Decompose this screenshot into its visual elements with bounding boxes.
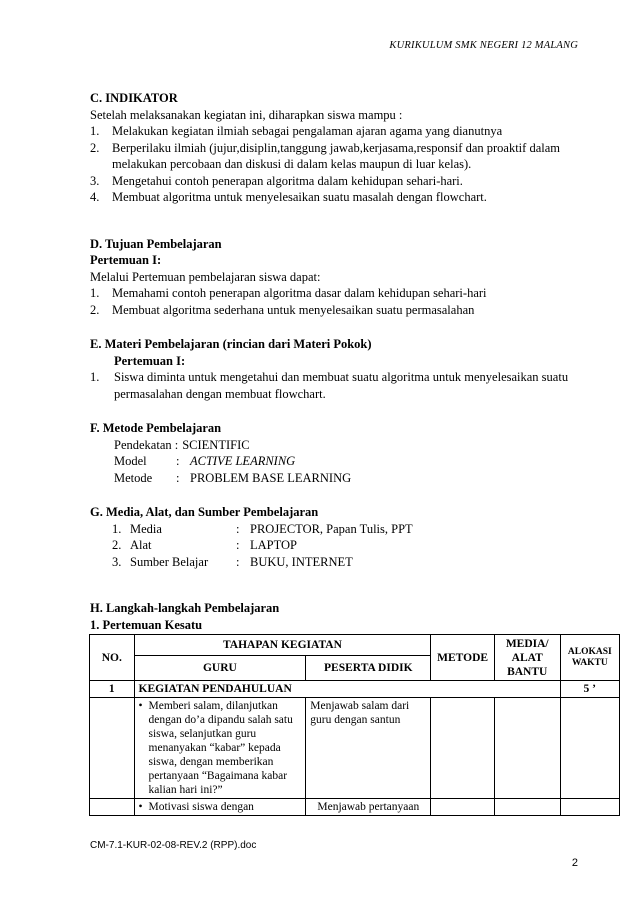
metode-key: Metode	[114, 470, 153, 485]
peserta-cell: Menjawab salam dari guru dengan santun	[306, 698, 431, 799]
steps-table	[89, 634, 620, 816]
section-title: H. Langkah-langkah Pembelajaran	[90, 601, 280, 615]
section-media	[90, 504, 590, 570]
media-colon: :	[236, 538, 240, 552]
section-intro: Melalui Pertemuan pembelajaran siswa dapat:	[90, 269, 321, 284]
list-item	[90, 285, 590, 302]
list-number: 3.	[90, 173, 100, 188]
list-text: Membuat algoritma untuk menyelesaikan suatu masalah dengan flowchart.	[112, 190, 487, 204]
list-text: Memahami contoh penerapan algoritma dasar dalam kehidupan sehari-hari	[112, 286, 487, 300]
header-peserta: PESERTA DIDIK	[306, 656, 431, 681]
metode-key: Model	[114, 454, 147, 468]
footer-document-code: CM-7.1-KUR-02-08-REV.2 (RPP).doc	[90, 840, 257, 851]
bullet-icon: •	[138, 700, 143, 712]
list-number: 1.	[90, 370, 100, 384]
header-metode: METODE	[431, 635, 495, 681]
page-number: 2	[571, 857, 578, 869]
header-guru: GURU	[134, 656, 306, 681]
list-text: Siswa diminta untuk mengetahui dan membuat suatu algoritma untuk menyelesaikan suatu permasalahan dengan membuat flowchart.	[114, 370, 569, 401]
list-item	[90, 302, 590, 319]
bullet-icon: •	[138, 801, 143, 813]
list-item	[90, 189, 590, 206]
metode-value: SCIENTIFIC	[182, 437, 250, 452]
guru-text: Memberi salam, dilanjutkan dengan do’a dipandu salah satu siswa, selanjutkan guru menanyakan “kabar” kepada siswa, dengan memberikan pertanyaan “Bagaimana kabar kalian hari ini?”	[148, 700, 293, 796]
guru-text: Motivasi siswa dengan	[148, 801, 254, 813]
list-item	[90, 123, 590, 140]
metode-value: ACTIVE LEARNING	[190, 454, 296, 468]
media-value: PROJECTOR, Papan Tulis, PPT	[250, 521, 413, 536]
guru-cell	[134, 799, 306, 816]
list-number: 2.	[90, 302, 100, 317]
metode-row	[90, 470, 590, 487]
media-number: 3.	[112, 554, 122, 569]
table-header-row	[90, 635, 620, 656]
list-number: 1.	[90, 286, 100, 300]
list-text: Mengetahui contoh penerapan algoritma dalam kehidupan sehari-hari.	[112, 173, 463, 188]
section-title: E. Materi Pembelajaran (rincian dari Materi Pokok)	[90, 337, 372, 351]
section-materi	[90, 336, 590, 402]
header-media: MEDIA/ ALAT BANTU	[494, 635, 560, 681]
table-row	[90, 698, 620, 799]
media-row	[90, 554, 590, 571]
media-row	[90, 537, 590, 554]
list-item	[90, 369, 590, 402]
table-row	[90, 681, 620, 698]
row-title: KEGIATAN PENDAHULUAN	[134, 681, 560, 698]
document-header: KURIKULUM SMK NEGERI 12 MALANG	[389, 40, 578, 51]
section-metode	[90, 420, 590, 486]
metode-colon: :	[176, 470, 180, 485]
media-value: LAPTOP	[250, 538, 298, 552]
media-row	[90, 521, 590, 538]
section-intro: Setelah melaksanakan kegiatan ini, diharapkan siswa mampu :	[90, 107, 403, 122]
section-langkah	[90, 600, 590, 633]
section-subtitle: Pertemuan I:	[90, 253, 162, 267]
list-text: Membuat algoritma sederhana untuk menyelesaikan suatu permasalahan	[112, 302, 475, 317]
section-subtitle: 1. Pertemuan Kesatu	[90, 617, 203, 632]
peserta-cell: Menjawab pertanyaan	[306, 799, 431, 816]
header-no: NO.	[90, 635, 135, 681]
metode-row	[90, 453, 590, 470]
metode-row	[90, 437, 590, 454]
section-subtitle: Pertemuan I:	[114, 353, 186, 368]
metode-colon: :	[176, 454, 180, 468]
table-row	[90, 799, 620, 816]
section-title: F. Metode Pembelajaran	[90, 421, 222, 435]
media-value: BUKU, INTERNET	[250, 554, 353, 569]
media-key: Alat	[130, 538, 152, 552]
list-text: Berperilaku ilmiah (jujur,disiplin,tanggung jawab,kerjasama,responsif dan proaktif dalam melakukan percobaan dan diskusi di dalam kelas maupun di luar kelas).	[112, 140, 560, 171]
metode-value: PROBLEM BASE LEARNING	[190, 470, 352, 485]
list-number: 4.	[90, 190, 100, 204]
metode-key: Pendekatan :	[114, 437, 179, 452]
list-number: 2.	[90, 140, 100, 155]
section-tujuan	[90, 236, 590, 319]
section-title: G. Media, Alat, dan Sumber Pembelajaran	[90, 505, 319, 519]
row-time: 5 ’	[560, 681, 619, 698]
section-title: C. INDIKATOR	[90, 91, 178, 105]
header-tahapan: TAHAPAN KEGIATAN	[134, 635, 431, 656]
media-key: Sumber Belajar	[130, 554, 209, 569]
list-item	[90, 140, 590, 173]
media-number: 1.	[112, 521, 122, 536]
section-title: D. Tujuan Pembelajaran	[90, 236, 222, 251]
media-number: 2.	[112, 538, 122, 552]
list-text: Melakukan kegiatan ilmiah sebagai pengalaman ajaran agama yang dianutnya	[112, 124, 503, 138]
guru-cell	[134, 698, 306, 799]
list-item	[90, 173, 590, 190]
document-body	[90, 90, 590, 633]
media-key: Media	[130, 521, 162, 536]
media-colon: :	[236, 521, 240, 536]
section-indikator	[90, 90, 590, 206]
row-no: 1	[90, 681, 135, 698]
header-alokasi: ALOKASI WAKTU	[560, 635, 619, 681]
media-colon: :	[236, 554, 240, 569]
list-number: 1.	[90, 124, 100, 138]
